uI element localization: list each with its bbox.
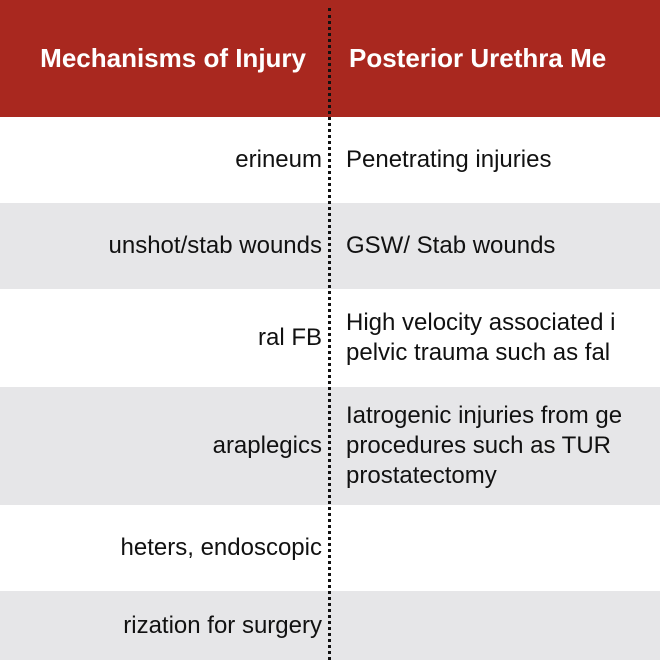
- header-posterior-urethra: Posterior Urethra Me: [349, 43, 607, 73]
- row-3-right-cell: High velocity associated i pelvic trauma such as fal: [346, 309, 616, 366]
- row-4-left-cell: araplegics: [212, 432, 322, 459]
- row-5-right-cell: [346, 505, 660, 591]
- row-3-left-cell: ral FB: [257, 324, 322, 351]
- row-4-right-cell: Iatrogenic injuries from ge procedures such as TUR prostatectomy: [346, 402, 623, 489]
- row-5-left-cell: heters, endoscopic: [120, 534, 322, 561]
- row-6-left-cell: rization for surgery: [123, 611, 322, 639]
- row-2-left-cell: unshot/stab wounds: [108, 232, 322, 259]
- header-mechanisms-of-injury: Mechanisms of Injury: [40, 43, 306, 73]
- row-1-left-cell: erineum: [235, 146, 322, 173]
- row-6-right-cell: [346, 591, 660, 660]
- row-1-right-cell: Penetrating injuries: [346, 146, 552, 173]
- dotted-column-divider: [328, 8, 331, 660]
- row-2-right-cell: GSW/ Stab wounds: [346, 232, 556, 259]
